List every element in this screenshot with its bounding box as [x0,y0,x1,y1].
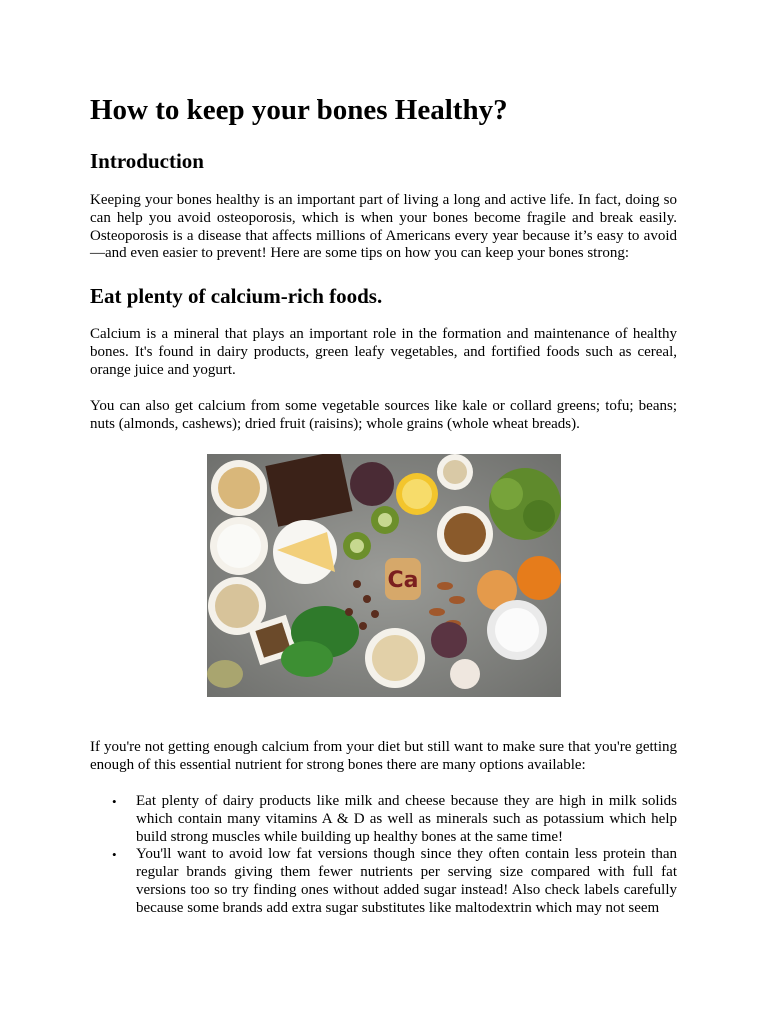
introduction-paragraph: Keeping your bones healthy is an important part of living a long and active life. In fact, doing so can help you avoid osteoporosis, which is when your bones become fragile and break easily. Osteoporosis is a disease that affects millions of Americans every year because it’s easy to avoid—and even easier to prevent! Here are some tips on how you can keep your bones strong: [90,192,677,262]
options-paragraph: If you're not getting enough calcium from your diet but still want to make sure that you're getting enough of this essential nutrient for strong bones there are many options available: [90,739,677,773]
page-title: How to keep your bones Healthy? [90,94,508,126]
bullet-icon: • [112,794,117,809]
list-item [90,846,677,917]
calcium-heading: Eat plenty of calcium-rich foods. [90,284,383,308]
calcium-paragraph-2: You can also get calcium from some vegetable sources like kale or collard greens; tofu; beans; nuts (almonds, cashews); dried fruit (raisins); whole grains (whole wheat breads). [90,398,677,432]
calcium-foods-photo [207,454,561,697]
introduction-heading: Introduction [90,149,204,173]
list-item-text: Eat plenty of dairy products like milk and cheese because they are high in milk solids which contain many vitamins A & D as well as minerals such as potassium which help build strong muscles while building up healthy bones at the same time! [136,793,677,845]
calcium-paragraph-1: Calcium is a mineral that plays an important role in the formation and maintenance of healthy bones. It's found in dairy products, green leafy vegetables, and fortified foods such as cereal, orange juice and yogurt. [90,326,677,378]
options-list [90,793,677,918]
list-item-text: You'll want to avoid low fat versions though since they often contain less protein than regular brands giving them fewer nutrients per serving size compared with full fat versions too so try finding ones without added sugar instead! Also check labels carefully because some brands add extra sugar substitutes like maltodextrin which may not seem [136,846,677,916]
list-item [90,793,677,846]
calcium-tag-label: Ca [387,568,419,593]
bullet-icon: • [112,847,117,863]
